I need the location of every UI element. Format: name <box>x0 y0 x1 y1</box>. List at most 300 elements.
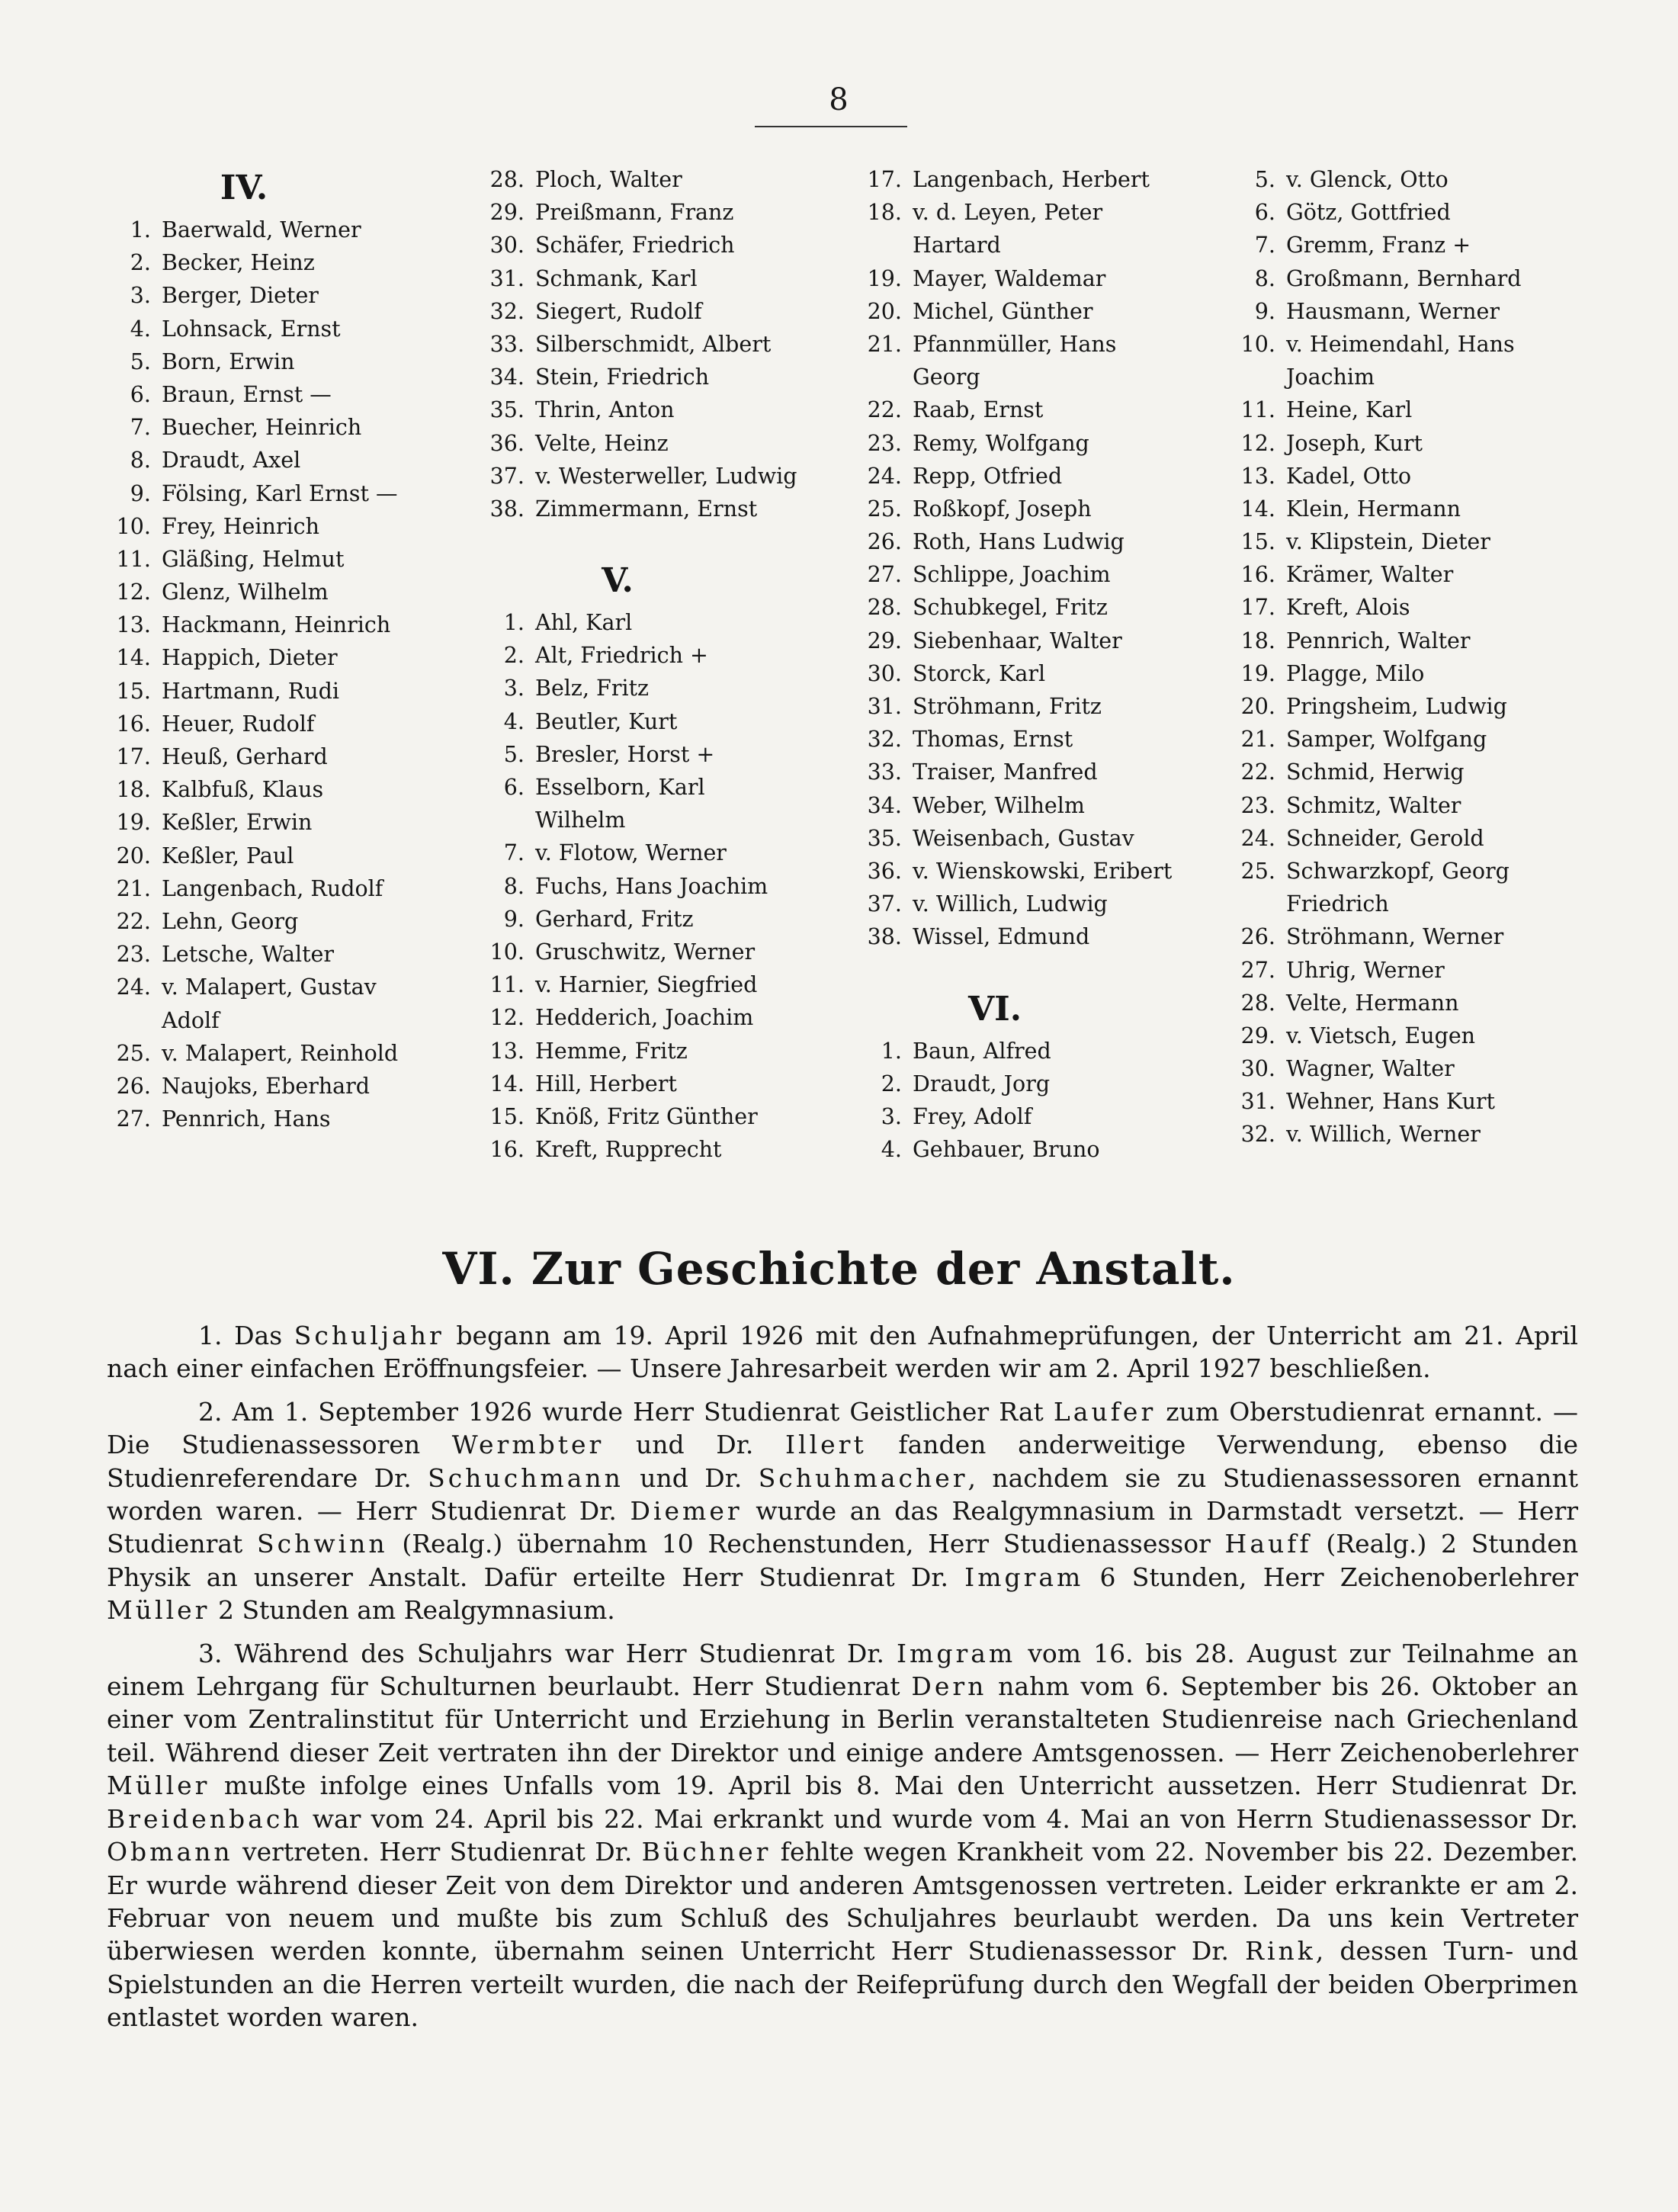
entry-number: 37. <box>489 463 525 489</box>
student-name: v. Klipstein, Dieter <box>1286 529 1490 555</box>
student-entry <box>107 608 496 641</box>
student-name: Gruschwitz, Werner <box>535 939 756 965</box>
history-paragraph <box>107 1395 1578 1627</box>
spaced-name: Illert <box>785 1430 867 1460</box>
student-name: Hausmann, Werner <box>1286 298 1500 324</box>
text-run: zum Oberstudienrat ernannt. — Die Studienassessoren <box>107 1396 1578 1460</box>
text-run: vertreten. Herr Studienrat Dr. <box>233 1837 642 1867</box>
student-entry <box>107 773 496 806</box>
entry-number: 4. <box>881 1137 902 1163</box>
student-entry <box>858 789 1246 822</box>
entry-number: 26. <box>867 529 902 555</box>
student-name: Hartmann, Rudi <box>162 678 339 704</box>
entry-number: 30. <box>1240 1056 1275 1082</box>
spaced-name: Obmann <box>107 1837 233 1867</box>
entry-number: 30. <box>489 233 525 258</box>
entry-number: 29. <box>1240 1023 1275 1048</box>
entry-number: 8. <box>503 873 525 899</box>
student-name: Velte, Hermann <box>1286 990 1459 1016</box>
student-entry <box>480 968 869 1001</box>
entry-number: 34. <box>489 364 525 390</box>
entry-number: 4. <box>130 316 151 342</box>
student-entry <box>1231 427 1620 460</box>
student-entry <box>107 1037 496 1070</box>
text-run: 2 Stunden am Realgymnasium. <box>210 1595 615 1626</box>
student-name: v. Glenck, Otto <box>1286 167 1449 192</box>
student-entry <box>480 1133 869 1166</box>
student-name: Gremm, Franz + <box>1286 233 1471 258</box>
student-name: Klein, Hermann <box>1286 496 1461 522</box>
entry-number: 28. <box>867 595 902 621</box>
student-entry <box>107 313 496 345</box>
entry-number: 19. <box>116 810 151 836</box>
student-name: Thomas, Ernst <box>913 727 1073 753</box>
student-entry <box>1231 1085 1620 1118</box>
student-entry <box>107 279 496 312</box>
student-entry <box>1231 525 1620 558</box>
entry-number: 21. <box>867 331 902 357</box>
student-entry <box>480 393 869 426</box>
entry-number: 34. <box>867 792 902 818</box>
entry-number: 10. <box>116 513 151 539</box>
entry-number: 10. <box>489 939 525 965</box>
entry-number: 32. <box>489 298 525 324</box>
student-entry <box>858 1100 1246 1133</box>
student-name: Großmann, Bernhard <box>1286 265 1522 291</box>
student-entry <box>107 971 496 1003</box>
spaced-name: Hauff <box>1224 1529 1312 1559</box>
entry-number: 36. <box>867 858 902 884</box>
student-entry <box>1231 163 1620 196</box>
entry-number: 15. <box>489 1103 525 1129</box>
entry-number: 17. <box>1240 595 1275 621</box>
student-name: Schmitz, Walter <box>1286 792 1461 818</box>
entry-number: 18. <box>867 200 902 226</box>
student-name: Frey, Adolf <box>913 1103 1032 1129</box>
entry-number: 12. <box>1240 430 1275 456</box>
student-entry <box>1231 1118 1620 1151</box>
student-entry <box>858 295 1246 328</box>
student-entry <box>480 361 869 393</box>
student-name: Remy, Wolfgang <box>913 430 1089 456</box>
roster-column-3 <box>858 163 1246 1166</box>
section-title: VI. Zur Geschichte der Anstalt. <box>442 1243 1236 1295</box>
student-name-continuation: Friedrich <box>1286 891 1389 917</box>
student-name: Uhrig, Werner <box>1286 957 1445 983</box>
student-entry <box>1231 460 1620 493</box>
student-name: Born, Erwin <box>162 348 295 374</box>
entry-number: 35. <box>867 825 902 851</box>
student-name: Traiser, Manfred <box>913 759 1098 785</box>
student-name: Gerhard, Fritz <box>535 906 694 932</box>
student-entry <box>858 525 1246 558</box>
student-entry <box>858 493 1246 525</box>
entry-number: 24. <box>1240 825 1275 851</box>
student-entry <box>480 262 869 295</box>
student-entry <box>858 690 1246 723</box>
student-name: Frey, Heinrich <box>162 513 319 539</box>
student-name: v. Flotow, Werner <box>535 840 727 866</box>
student-name: Roßkopf, Joseph <box>913 496 1092 522</box>
entry-number: 24. <box>867 463 902 489</box>
section-body <box>107 1319 1578 2044</box>
entry-number: 12. <box>489 1005 525 1031</box>
student-entry <box>107 345 496 378</box>
entry-number: 27. <box>116 1106 151 1132</box>
roster-column-2 <box>480 163 869 1166</box>
student-entry <box>107 675 496 708</box>
student-name: Pennrich, Walter <box>1286 628 1471 653</box>
entry-number: 2. <box>503 643 525 669</box>
student-name: Berger, Dieter <box>162 283 319 309</box>
spaced-name: Rink <box>1245 1936 1316 1966</box>
student-entry <box>858 756 1246 788</box>
student-name: Pringsheim, Ludwig <box>1286 694 1507 719</box>
student-entry <box>858 855 1246 888</box>
student-entry <box>1231 393 1620 426</box>
entry-number: 32. <box>1240 1122 1275 1148</box>
student-entry <box>107 576 496 608</box>
student-name: Wissel, Edmund <box>913 924 1090 950</box>
student-name: v. Heimendahl, Hans <box>1286 331 1515 357</box>
entry-number: 17. <box>867 167 902 192</box>
class-heading: V. <box>602 561 634 601</box>
spaced-name: Imgram <box>897 1638 1016 1668</box>
student-name: Michel, Günther <box>913 298 1093 324</box>
student-name: v. Westerweller, Ludwig <box>535 463 797 489</box>
student-entry <box>858 558 1246 591</box>
entry-number: 11. <box>1240 397 1275 423</box>
student-name: Belz, Fritz <box>535 676 650 701</box>
entry-number: 26. <box>116 1073 151 1099</box>
student-name: Alt, Friedrich + <box>535 643 708 669</box>
student-entry <box>480 1035 869 1067</box>
entry-number: 22. <box>116 908 151 934</box>
student-entry <box>480 738 869 771</box>
student-entry <box>107 510 496 543</box>
student-name: Weber, Wilhelm <box>913 792 1085 818</box>
entry-number: 16. <box>1240 562 1275 588</box>
student-name: Repp, Otfried <box>913 463 1063 489</box>
student-name: Draudt, Jorg <box>913 1071 1051 1096</box>
student-entry <box>107 641 496 674</box>
student-entry <box>480 903 869 936</box>
student-name: Hemme, Fritz <box>535 1038 688 1064</box>
student-name: Langenbach, Herbert <box>913 167 1150 192</box>
student-name-continuation: Wilhelm <box>535 807 626 833</box>
text-run: nahm vom 6. September bis 26. Oktober an einer vom Zentralinstitut für Unterricht und Erziehung in Berlin veranstalteten Studienreise nach Griechenland teil. Während dieser Zeit vertraten ihn der Direktor und einige andere Amtsgenossen. — Herr Zeichenoberlehrer <box>107 1671 1578 1767</box>
student-name: Esselborn, Karl <box>535 775 705 800</box>
student-entry <box>107 905 496 938</box>
student-entry <box>107 378 496 411</box>
student-name: Knöß, Fritz Günther <box>535 1103 758 1129</box>
entry-number: 23. <box>116 942 151 968</box>
entry-number: 37. <box>867 891 902 917</box>
student-entry <box>107 872 496 905</box>
spaced-name: Schuhmacher <box>758 1462 968 1493</box>
student-name: v. Wienskowski, Eribert <box>913 858 1173 884</box>
entry-number: 29. <box>489 200 525 226</box>
entry-number: 33. <box>489 331 525 357</box>
spaced-name: Laufer <box>1053 1396 1157 1427</box>
student-name: Heuer, Rudolf <box>162 711 315 737</box>
student-name: Letsche, Walter <box>162 942 335 968</box>
student-name: Bresler, Horst + <box>535 741 715 767</box>
entry-number: 3. <box>881 1103 902 1129</box>
entry-number: 35. <box>489 397 525 423</box>
student-name: Baerwald, Werner <box>162 217 361 242</box>
entry-number: 27. <box>867 562 902 588</box>
entry-number: 4. <box>503 708 525 734</box>
student-entry <box>1231 493 1620 525</box>
student-name: Plagge, Milo <box>1286 660 1425 686</box>
student-entry <box>480 295 869 328</box>
student-entry <box>1231 591 1620 624</box>
student-name: Ströhmann, Fritz <box>913 694 1102 719</box>
student-name: Keßler, Erwin <box>162 810 313 836</box>
student-name: Krämer, Walter <box>1286 562 1454 588</box>
student-entry <box>480 1100 869 1133</box>
student-entry <box>480 1001 869 1034</box>
student-entry <box>1231 328 1620 361</box>
student-entry <box>107 477 496 510</box>
text-run: und Dr. <box>623 1462 759 1493</box>
student-entry <box>858 163 1246 196</box>
entry-number: 25. <box>116 1040 151 1066</box>
entry-number: 5. <box>130 348 151 374</box>
roster-column-4 <box>1231 163 1620 1151</box>
entry-number: 23. <box>867 430 902 456</box>
student-name: Siegert, Rudolf <box>535 298 702 324</box>
entry-number: 10. <box>1240 331 1275 357</box>
entry-number: 15. <box>116 678 151 704</box>
student-name: Baun, Alfred <box>913 1038 1051 1064</box>
student-entry <box>1231 229 1620 262</box>
student-entry <box>1231 295 1620 328</box>
entry-number: 25. <box>1240 858 1275 884</box>
student-name: Gläßing, Helmut <box>162 546 345 572</box>
text-run: 2. Am 1. September 1926 wurde Herr Studienrat Geistlicher Rat <box>198 1396 1054 1427</box>
entry-number: 5. <box>503 741 525 767</box>
entry-number: 31. <box>867 694 902 719</box>
student-name: Draudt, Axel <box>162 448 301 474</box>
class-heading: IV. <box>220 169 268 207</box>
student-entry <box>1231 196 1620 229</box>
spaced-name: Schwinn <box>256 1529 388 1559</box>
entry-number: 14. <box>489 1071 525 1096</box>
student-name: Keßler, Paul <box>162 843 294 868</box>
student-entry <box>107 213 496 246</box>
entry-number: 38. <box>867 924 902 950</box>
student-entry <box>107 246 496 279</box>
spaced-name: Imgram <box>964 1562 1084 1592</box>
student-name: Wehner, Hans Kurt <box>1286 1089 1496 1115</box>
student-entry <box>1231 756 1620 788</box>
text-run: 1. Das <box>198 1321 294 1350</box>
student-name: Pfannmüller, Hans <box>913 331 1117 357</box>
entry-number: 31. <box>489 265 525 291</box>
student-name: Ströhmann, Werner <box>1286 924 1504 950</box>
student-name: Hackmann, Heinrich <box>162 612 391 638</box>
student-name: Schmank, Karl <box>535 265 698 291</box>
entry-number: 18. <box>1240 628 1275 653</box>
student-name: Weisenbach, Gustav <box>913 825 1134 851</box>
student-entry <box>107 806 496 839</box>
student-entry <box>107 1103 496 1135</box>
history-paragraph <box>107 1637 1578 2034</box>
entry-number: 22. <box>867 397 902 423</box>
roster-column-1 <box>107 163 496 1135</box>
student-entry <box>858 393 1246 426</box>
entry-number: 8. <box>1254 265 1275 291</box>
student-name: v. Harnier, Siegfried <box>535 972 758 998</box>
student-name: Schwarzkopf, Georg <box>1286 858 1510 884</box>
spaced-name: Müller <box>107 1771 210 1801</box>
entry-number: 21. <box>1240 727 1275 753</box>
entry-number: 28. <box>489 167 525 192</box>
student-entry <box>480 1067 869 1100</box>
entry-number: 1. <box>130 217 151 242</box>
student-name: Siebenhaar, Walter <box>913 628 1122 653</box>
entry-number: 16. <box>489 1137 525 1163</box>
student-entry <box>858 1133 1246 1166</box>
student-name: Schubkegel, Fritz <box>913 595 1108 621</box>
student-name: Stein, Friedrich <box>535 364 710 390</box>
student-name-continuation: Adolf <box>162 1007 220 1033</box>
student-entry <box>1231 262 1620 295</box>
entry-number: 14. <box>116 645 151 671</box>
student-name: Schneider, Gerold <box>1286 825 1484 851</box>
entry-number: 7. <box>503 840 525 866</box>
entry-number: 29. <box>867 628 902 653</box>
student-entry <box>858 328 1246 361</box>
student-name: Samper, Wolfgang <box>1286 727 1487 753</box>
spaced-name: Schuljahr <box>294 1321 444 1350</box>
entry-number: 2. <box>130 250 151 276</box>
entry-number: 9. <box>503 906 525 932</box>
entry-number: 8. <box>130 448 151 474</box>
entry-number: 7. <box>130 415 151 441</box>
entry-number: 13. <box>489 1038 525 1064</box>
student-name: v. Vietsch, Eugen <box>1286 1023 1476 1048</box>
entry-number: 22. <box>1240 759 1275 785</box>
entry-number: 13. <box>1240 463 1275 489</box>
student-entry <box>1231 690 1620 723</box>
student-entry <box>858 920 1246 953</box>
student-entry <box>480 936 869 968</box>
student-name: Kreft, Alois <box>1286 595 1410 621</box>
text-run: fehlte wegen Krankheit vom 22. November bis 22. Dezember. Er wurde während dieser Zeit von dem Direktor und anderen Amtsgenossen vertreten. Leider erkrankte er am 2. Februar von neuem und mußte bis zum Schluß des Schuljahres beurlaubt werden. Da uns kein Vertreter überwiesen werden konnte, übernahm seinen Unterricht Herr Studienassessor Dr. <box>107 1837 1578 1966</box>
student-entry <box>107 708 496 740</box>
student-name: Kalbfuß, Klaus <box>162 777 324 803</box>
text-run: , nachdem sie zu Studienassessoren ernannt worden waren. — Herr Studienrat Dr. <box>107 1462 1578 1527</box>
student-entry <box>480 672 869 705</box>
spaced-name: Büchner <box>641 1837 772 1867</box>
entry-number: 24. <box>116 974 151 1000</box>
entry-number: 2. <box>881 1071 902 1096</box>
student-name: Kadel, Otto <box>1286 463 1412 489</box>
student-name: Fölsing, Karl Ernst — <box>162 480 398 506</box>
entry-number: 19. <box>1240 660 1275 686</box>
student-entry <box>480 606 869 639</box>
student-entry <box>1231 723 1620 756</box>
entry-number: 30. <box>867 660 902 686</box>
student-name: Glenz, Wilhelm <box>162 579 329 605</box>
history-paragraph <box>107 1319 1578 1385</box>
entry-number: 28. <box>1240 990 1275 1016</box>
student-entry <box>1231 558 1620 591</box>
student-name: Schäfer, Friedrich <box>535 233 735 258</box>
text-run: fanden anderweitige Verwendung, ebenso die Studienreferendare Dr. <box>107 1430 1578 1493</box>
entry-number: 9. <box>1254 298 1275 324</box>
text-run: , dessen Turn- und Spielstunden an die Herren verteilt wurden, die nach der Reifeprüfung durch den Wegfall der beiden Oberprimen entlastet worden waren. <box>107 1936 1578 2033</box>
spaced-name: Dern <box>911 1671 987 1702</box>
text-run: 3. Während des Schuljahrs war Herr Studienrat Dr. <box>198 1638 897 1668</box>
student-entry <box>1231 954 1620 987</box>
student-name: v. Malapert, Gustav <box>162 974 377 1000</box>
student-entry <box>480 229 869 262</box>
entry-number: 27. <box>1240 957 1275 983</box>
student-entry <box>1231 920 1620 953</box>
student-entry <box>480 460 869 493</box>
page-number: 8 <box>829 82 849 117</box>
student-name: Fuchs, Hans Joachim <box>535 873 768 899</box>
spaced-name: Wermbter <box>451 1430 605 1460</box>
text-run: war vom 24. April bis 22. Mai erkrankt und wurde vom 4. Mai an von Herrn Studienassessor Dr. <box>302 1803 1578 1834</box>
student-name: Lehn, Georg <box>162 908 299 934</box>
entry-number: 31. <box>1240 1089 1275 1115</box>
text-run: 6 Stunden, Herr Zeichenoberlehrer <box>1083 1562 1578 1592</box>
entry-number: 9. <box>130 480 151 506</box>
entry-number: 23. <box>1240 792 1275 818</box>
student-name: v. Willich, Werner <box>1286 1122 1481 1148</box>
entry-number: 17. <box>116 744 151 769</box>
student-entry <box>480 639 869 672</box>
student-entry <box>480 163 869 196</box>
text-run: (Realg.) 2 Stunden Physik an unserer Anstalt. Dafür erteilte Herr Studienrat Dr. <box>107 1529 1578 1592</box>
student-name: Hill, Herbert <box>535 1071 677 1096</box>
student-name: Götz, Gottfried <box>1286 200 1451 226</box>
student-entry <box>107 411 496 444</box>
student-name: Ahl, Karl <box>535 610 633 636</box>
entry-number: 38. <box>489 496 525 522</box>
student-entry <box>858 822 1246 855</box>
student-name-continuation: Georg <box>913 364 980 390</box>
text-run: und Dr. <box>604 1430 785 1460</box>
group-spacer <box>480 525 869 556</box>
student-entry <box>107 444 496 477</box>
student-entry <box>858 262 1246 295</box>
student-name: Thrin, Anton <box>535 397 675 423</box>
student-name: Velte, Heinz <box>535 430 669 456</box>
student-name: Schmid, Herwig <box>1286 759 1465 785</box>
student-entry <box>480 493 869 525</box>
student-name: Beutler, Kurt <box>535 708 678 734</box>
entry-number: 11. <box>116 546 151 572</box>
class-heading: VI. <box>967 989 1022 1029</box>
student-entry <box>858 591 1246 624</box>
student-entry <box>480 196 869 229</box>
entry-number: 18. <box>116 777 151 803</box>
student-name: Silberschmidt, Albert <box>535 331 772 357</box>
student-entry <box>480 328 869 361</box>
text-run: begann am 19. April 1926 mit den Aufnahmeprüfungen, der Unterricht am 21. April nach einer einfachen Eröffnungsfeier. — Unsere Jahresarbeit werden wir am 2. April 1927 beschließen. <box>107 1321 1578 1384</box>
entry-number: 6. <box>130 381 151 407</box>
student-entry <box>480 870 869 903</box>
entry-number: 11. <box>489 972 525 998</box>
student-name: Schlippe, Joachim <box>913 562 1111 588</box>
student-entry <box>1231 1052 1620 1085</box>
